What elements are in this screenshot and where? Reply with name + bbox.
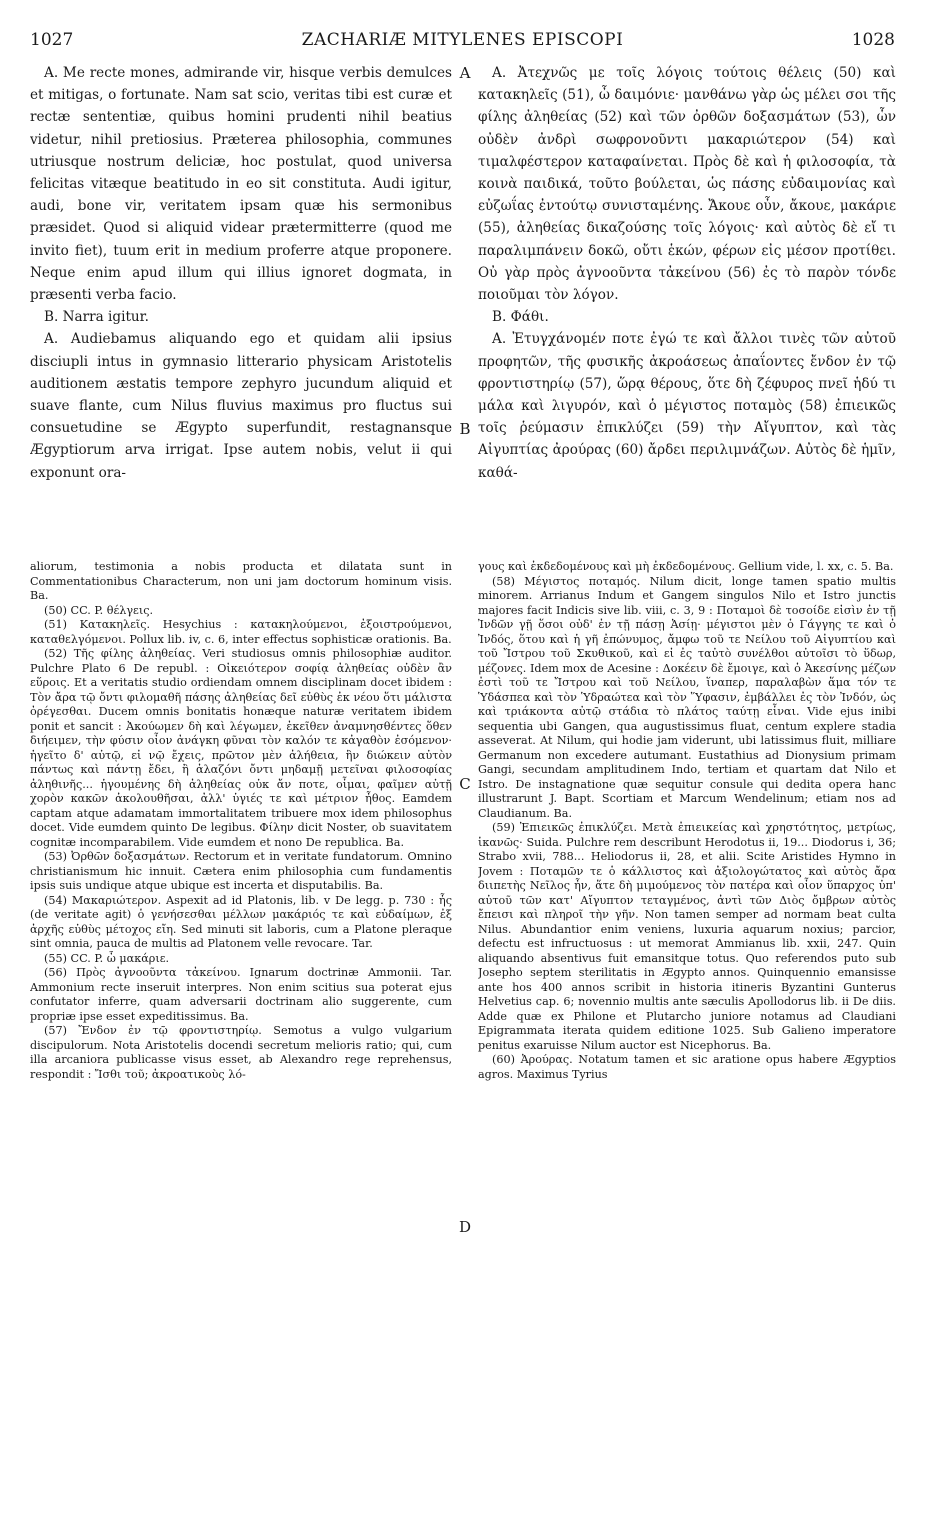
latin-text-column bbox=[30, 62, 452, 542]
footnote: (58) Μέγιστος ποταμός. Nilum dicit, longe tamen spatio multis minorem. Arrianus Indum et Gangem singulos Nilo et Istro junctis majores facit Indicis sive lib. viii, c. 3, 9 : Ποταμοὶ δὲ τοσοίδε εἰσὶν ἐν τῇ Ἰνδῶν γῇ ὅσοι οὐδ' ἐν τῇ πάσῃ Ἀσίῃ· μέγιστοι μὲν ὁ Γάγγης τε καὶ ὁ Ἰνδός, ὅτου καὶ ἡ γῆ ἐπώνυμος, ἄμφω τοῦ τε Νείλου τοῦ Αἰγυπτίου καὶ τοῦ Ἴστρου τοῦ Σκυθικοῦ, καὶ εἰ ἐς ταὐτὸ συνέλθοι αὐτοῖσι τὸ ὕδωρ, μέζονες. Idem mox de Acesine : Δοκέειν δὲ ἔμοιγε, καὶ ὁ Ἀκεσίνης μέζων ἐστὶ τοῦ τε Ἴστρου καὶ τοῦ Νείλου, ἵναπερ, παραλαβὼν ἅμα τόν τε Ὑδάσπεα καὶ τὸν Ὑδραώτεα καὶ τὸν Ὕφασιν, ἐμβάλλει ἐς τὸν Ἰνδόν, ὡς καὶ τριάκοντα αὐτῷ στάδια τὸ πλάτος ταύτῃ εἶναι. Vide ejus inibi sequentia ubi Gangen, qua augustissimus fluat, centum explere stadia asseverat. At Nilum, qui hodie jam viderunt, ubi latissimus fluit, milliare Germanum non excedere autumant. Eustathius ad Dionysium primam Gangi, secundam amplitudinem Indo, tertiam et quartam dat Nilo et Istro. De instagnatione quæ sequitur consule qui dedita opera hanc illustrarunt J. Bapt. Scortiam et Marcum Wendelinum; etiam nos ad Claudianum. Ba. bbox=[478, 574, 896, 820]
footnote: (57) Ἔνδον ἐν τῷ φροντιστηρίῳ. Semotus a vulgo vulgarium discipulorum. Nota Aristotelis docendi secretum melioris ratio; qui, cum illa arcaniora publicasse visus esset, ab Alexandro rege reprehensus, respondit : Ἴσθι τοῦ; ἀκροατικοὺς λό- bbox=[30, 1024, 452, 1081]
greek-text-column bbox=[478, 62, 896, 542]
footnote: aliorum, testimonia a nobis producta et dilatata sunt in Commentationibus Characterum, non uni jam doctorum hominum visis. Ba. bbox=[30, 560, 452, 602]
greek-paragraph: A. Ἀτεχνῶς με τοῖς λόγοις τούτοις θέλεις (50) καὶ κατακηλεῖς (51), ὦ δαιμόνιε· μανθάνω γὰρ ὡς μέλει σοι τῆς φίλης ἀληθείας (52) καὶ τῶν ὀρθῶν δοξασμάτων (53), ὧν οὐδὲν ἀνδρὶ σωφρονοῦντι μακαριώτερον (54) καὶ τιμαλφέστερον καταφαίνεται. Πρὸς δὲ καὶ ἡ φιλοσοφία, τὰ κοινὰ παιδικά, τοῦτο βούλεται, ὡς πάσης εὐδαιμονίας καὶ εὐζωΐας ἐντούτῳ συνισταμένης. Ἄκουε οὖν, ἄκουε, μακάριε (55), ἀληθείας δικαζούσης τοῖς λόγοις· καὶ αὐτὸς δὲ εἴ τι παραλιμπάνειν δοκῶ, οὔτι ἑκών, φέρων εἰς μέσον προτίθει. Οὐ γὰρ πρὸς ἀγνοοῦντα τἀκείνου (56) ἐς τὸ παρὸν τόνδε ποιοῦμαι τὸν λόγον. bbox=[478, 65, 896, 304]
footnotes-right-column bbox=[478, 560, 896, 1520]
margin-marker-a: A bbox=[459, 64, 471, 82]
footnote: (54) Μακαριώτερον. Aspexit ad id Platonis, lib. v De legg. p. 730 : ἧς (de veritate agit) ὁ γενήσεσθαι μέλλων μακάριός τε καὶ εὐδαίμων, ἐξ ἀρχῆς εὐθὺς μέτοχος εἴη. Sed minuti sit laboris, cum a Platone pleraque sint omnia, pauca de multis ad Platonem velle revocare. Tar. bbox=[30, 893, 452, 950]
page-number-left: 1027 bbox=[30, 30, 74, 50]
footnote: (52) Τῆς φίλης ἀληθείας. Veri studiosus omnis philosophiæ auditor. Pulchre Plato 6 De republ. : Οἰκειότερον σοφίᾳ ἀληθείας οὐδὲν ἂν εὕροις. Et a veritatis studio ordiendam omnem disciplinam docet ibidem : Τὸν ἄρα τῷ ὄντι φιλομαθῆ πάσης ἀληθείας δεῖ εὐθὺς ἐκ νέου ὅτι μάλιστα ὀρέγεσθαι. Ducem omnis bonitatis honæque naturæ veritatem ibidem ponit et sancit : Ἀκούωμεν δὴ καὶ λέγωμεν, ἐκεῖθεν ἀναμνησθέντες ὅθεν διήειμεν, τὴν φύσιν οἷον ἀνάγκη φῦναι τὸν καλόν τε κἀγαθὸν ἐσόμενον· ἡγεῖτο δ' αὐτῷ, εἰ νῷ ἔχεις, πρῶτον μὲν ἀλήθεια, ἣν διώκειν αὐτὸν πάντως καὶ πάντῃ ἔδει, ἢ ἀλαζόνι ὄντι μηδαμῇ μετεῖναι φιλοσοφίας ἀληθινῆς... ἡγουμένης δὴ ἀληθείας οὐκ ἄν ποτε, οἶμαι, φαῖμεν αὐτῇ χορὸν κακῶν ἀκολουθῆσαι, ἀλλ' ὑγιές τε καὶ μέτριον ἦθος. Eamdem captam atque adamatam immortalitatem tribuere mox idem philosophus docet. Vide eumdem quinto De legibus. Φίλην dicit Noster, ob suavitatem cognitæ incomparabilem. Vide eumdem et nono De republica. Ba. bbox=[30, 647, 452, 849]
footnote: (55) CC. P. ὦ μακάριε. bbox=[44, 951, 170, 965]
latin-paragraph: A. Audiebamus aliquando ego et quidam alii ipsius disciupli intus in gymnasio litterario physicam Aristotelis auditionem æstatis tempore zephyro jucundum aliquid et suave flante, cum Nilus fluvius maximus pro fluctus sui consuetudine se Ægypto superfundit, restagnansque Ægyptiorum arva irrigat. Ipse autem nobis, velut ii qui exponunt ora- bbox=[30, 331, 452, 481]
running-title: ZACHARIÆ MITYLENES EPISCOPI bbox=[301, 30, 624, 50]
footnote: (56) Πρὸς ἀγνοοῦντα τἀκείνου. Ignarum doctrinæ Ammonii. Tar. Ammonium recte inseruit interpres. Non enim scitius sua poterat ejus confutator inferre, quam adversarii doctrinam alio suggerente, cum propriæ ipse esset expeditissimus. Ba. bbox=[30, 966, 452, 1023]
footnote: (53) Ὀρθῶν δοξασμάτων. Rectorum et in veritate fundatorum. Omnino christianismum hic innuit. Cætera enim philosophia cum fundamentis ipsis suis undique atque ubique est incerta et disputabilis. Ba. bbox=[30, 850, 452, 892]
greek-paragraph: B. Φάθι. bbox=[492, 309, 549, 326]
footnotes-left-column bbox=[30, 560, 452, 1520]
running-header bbox=[30, 30, 895, 56]
margin-marker-d: D bbox=[458, 1218, 472, 1236]
latin-paragraph: B. Narra igitur. bbox=[44, 309, 149, 326]
footnote: (50) CC. P. θέλγεις. bbox=[44, 603, 154, 617]
footnote: (51) Κατακηλεῖς. Hesychius : κατακηλούμενοι, ἐξοιστρούμενοι, καταθελγόμενοι. Pollux lib. iv, c. 6, inter effectus sophisticæ orationis. Ba. bbox=[30, 618, 452, 646]
footnote: (59) Ἐπιεικῶς ἐπικλύζει. Μετὰ ἐπιεικείας καὶ χρηστότητος, μετρίως, ἱκανῶς· Suida. Pulchre rem describunt Herodotus ii, 19... Diodorus i, 36; Strabo xvii, 788... Heliodorus ii, 28, et alii. Scite Aristides Hymno in Jovem : Ποταμῶν τε ὁ κάλλιστος καὶ ἀξιολογώτατος καὶ αὐτὸς ἄρα διιπετὴς Νεῖλος ἦν, ἅτε δὴ μιμούμενος τὸν πατέρα καὶ οἷον ὕπαρχος ὑπ' αὐτοῦ τῶν κατ' Αἴγυπτον τεταγμένος, ἀντὶ τῶν Διὸς ὄμβρων αὐτὸς ἔπεισι καὶ πληροῖ τὴν γῆν. Non tamen semper ad normam beat culta Nilus. Abundantior enim veniens, luxuria aquarum noxius; parcior, defectu est infructuosus : ut memorat Ammianus lib. xxii, 247. Quin aliquando absentivus fuit emansitque totus. Quo referendos puto sub Josepho septem sterilitatis in Ægypto annos. Quinquennio emansisse ante hos 400 annos scribit in historia itineris Byzantini Gunterus Helvetius cap. 6; novennio multis ante sæculis Apollodorus lib. ii De diis. Adde quæ ex Philone et Plutarcho juniore notamus ad Claudiani Epigrammata iterata quidem editione 1025. Sub Galieno imperatore penitus exaruisse Nilum auctor est Nicephorus. Ba. bbox=[478, 821, 896, 1052]
margin-marker-b: B bbox=[459, 420, 471, 438]
footnote: (60) Ἀρούρας. Notatum tamen et sic aratione opus habere Ægyptios agros. Maximus Tyrius bbox=[478, 1053, 896, 1081]
latin-paragraph: A. Me recte mones, admirande vir, hisque verbis demulces et mitigas, o fortunate. Nam sat scio, veritas tibi est curæ et rectæ sententiæ, quibus homini prudenti nihil beatius videtur, nihil pretiosius. Præterea philosophia, communes utriusque nostrum deliciæ, hoc postulat, quod universa felicitas vitæque beatitudo in eo sit constituta. Audi igitur, audi, bone vir, veritatem ipsam quæ his sermonibus præsidet. Quod si aliquid videar prætermitterre (quod me invito fiet), tuum erit in medium proferre atque proponere. Neque enim apud illum qui illius ignoret dogmata, in præsenti verba facio. bbox=[30, 65, 452, 304]
page-number-right: 1028 bbox=[851, 30, 895, 50]
footnote: γους καὶ ἐκδεδομένους καὶ μὴ ἐκδεδομένους. Gellium vide, l. xx, c. 5. Ba. bbox=[478, 560, 894, 573]
margin-marker-c: C bbox=[459, 775, 471, 793]
greek-paragraph: A. Ἐτυγχάνομέν ποτε ἐγώ τε καὶ ἄλλοι τινὲς τῶν αὐτοῦ προφητῶν, τῆς φυσικῆς ἀκροάσεως ἀπαΐοντες ἔνδον ἐν τῷ φροντιστηρίῳ (57), ὥρᾳ θέρους, ὅτε δὴ ζέφυρος πνεῖ ἡδύ τι μάλα καὶ λιγυρόν, καὶ ὁ μέγιστος ποταμὸς (58) ἐπιεικῶς τοῖς ῥεύμασιν ἐπικλύζει (59) τὴν Αἴγυπτον, καὶ τὰς Αἰγυπτίας ἀρούρας (60) ἄρδει περιλιμνάζων. Αὐτὸς δὲ ἡμῖν, καθά- bbox=[478, 331, 896, 481]
